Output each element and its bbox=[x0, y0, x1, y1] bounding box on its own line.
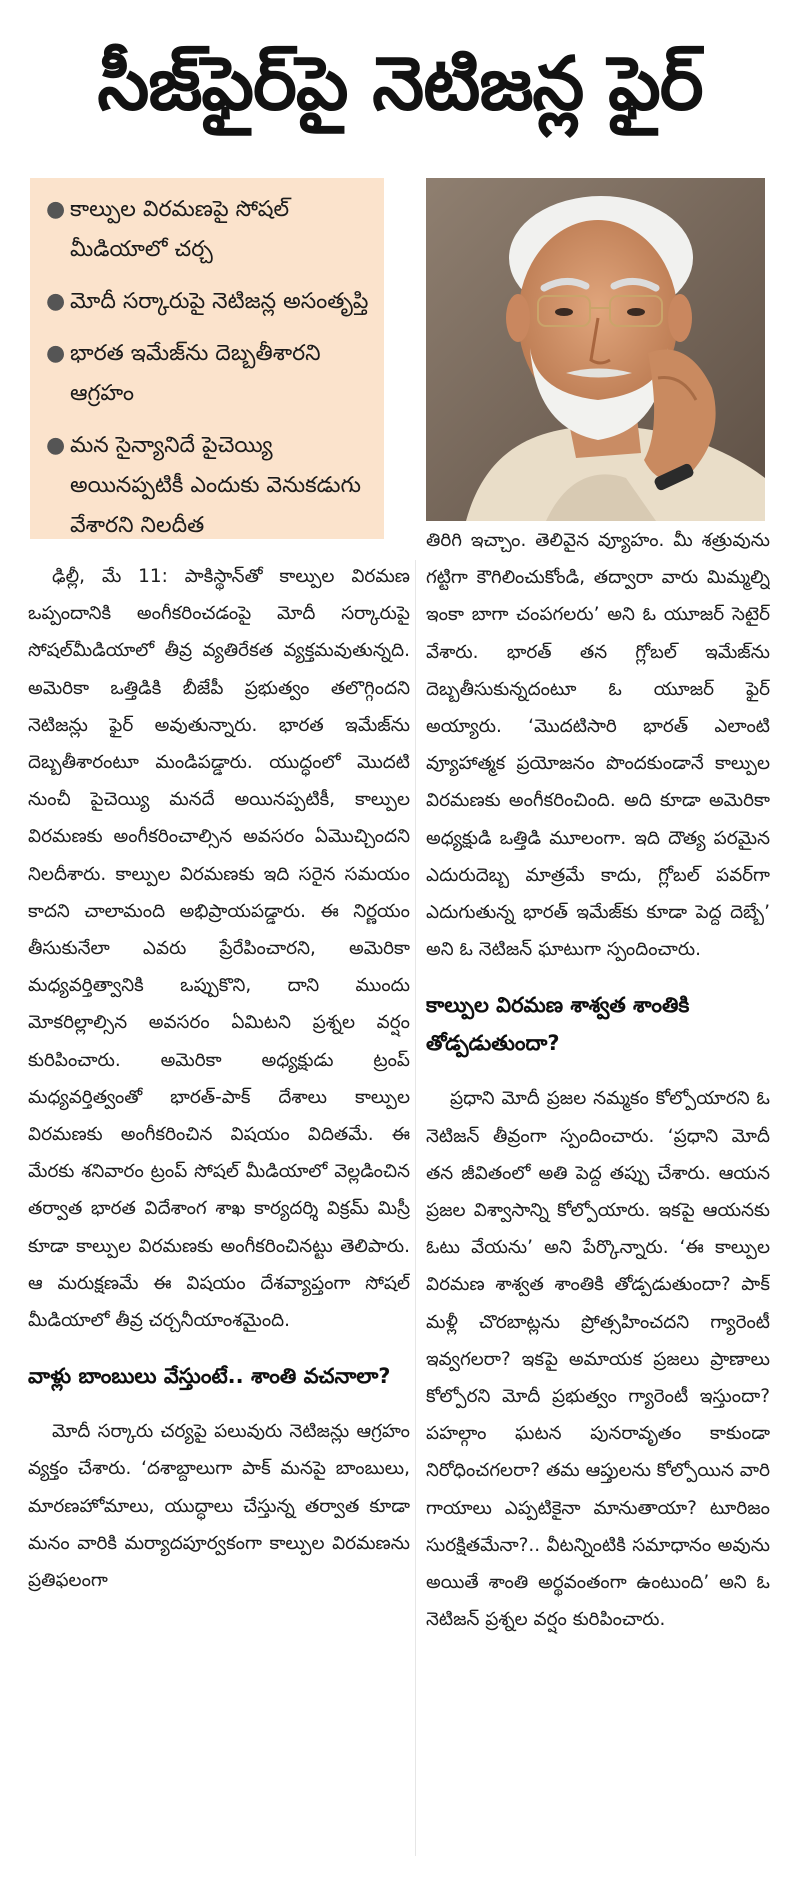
article-paragraph: ఢిల్లీ, మే 11: పాకిస్థాన్‌తో కాల్పుల విరమణ ఒప్పందానికి అంగీకరించడంపై మోదీ సర్కారుపై సోషల్‌మీడియాలో తీవ్ర వ్యతిరేకత వ్యక్తమవుతున్నది. అమెరికా ఒత్తిడికి బీజేపీ ప్రభుత్వం తలొగ్గిందని నెటిజన్లు ఫైర్ అవుతున్నారు. భారత ఇమేజ్‌ను దెబ్బతీశారంటూ మండిపడ్డారు. యుద్ధంలో మొదటి నుంచీ పైచెయ్యి మనదే అయినప్పటికీ, కాల్పుల విరమణకు అంగీకరించాల్సిన అవసరం ఏమొచ్చిందని నిలదీశారు. కాల్పుల విరమణకు ఇది సరైన సమయం కాదని చాలామంది అభిప్రాయపడ్డారు. ఈ నిర్ణయం తీసుకునేలా ఎవరు ప్రేరేపించారని, అమెరికా మధ్యవర్తిత్వానికి ఒప్పుకొని, దాని ముందు మోకరిల్లాల్సిన అవసరం ఏమిటని ప్రశ్నల వర్షం కురిపించారు. అమెరికా అధ్యక్షుడు ట్రంప్ మధ్యవర్తిత్వంతో భారత్-పాక్ దేశాలు కాల్పుల విరమణకు అంగీకరించిన విషయం విదితమే. ఈ మేరకు శనివారం ట్రంప్ సోషల్ మీడియాలో వెల్లడించిన తర్వాత భారత విదేశాంగ శాఖ కార్యదర్శి విక్రమ్ మిస్రీ కూడా కాల్పుల విరమణకు అంగీకరించినట్టు తెలిపారు. ఆ మరుక్షణమే ఈ విషయం దేశవ్యాప్తంగా సోషల్ మీడియాలో తీవ్ర చర్చనీయాంశమైంది. bbox=[28, 566, 410, 1332]
highlight-item bbox=[44, 190, 370, 270]
bullet-icon: ● bbox=[46, 341, 66, 366]
article-paragraph: తిరిగి ఇచ్చాం. తెలివైన వ్యూహం. మీ శత్రువును గట్టిగా కౌగిలించుకోండి, తద్వారా వారు మిమ్మల్ని ఇంకా బాగా చంపగలరు’ అని ఓ యూజర్ సెటైర్ వేశారు. భారత్ తన గ్లోబల్ ఇమేజ్‌ను దెబ్బతీసుకున్నదంటూ ఓ యూజర్ ఫైర్ అయ్యారు. ‘మొదటిసారి భారత్ ఎలాంటి వ్యూహాత్మక ప్రయోజనం పొందకుండానే కాల్పుల విరమణకు అంగీకరించింది. అది కూడా అమెరికా అధ్యక్షుడి ఒత్తిడి మూలంగా. ఇది దౌత్య పరమైన ఎదురుదెబ్బ మాత్రమే కాదు, గ్లోబల్ పవర్‌గా ఎదుగుతున్న భారత్ ఇమేజ్‌కు కూడా పెద్ద దెబ్బే’ అని ఓ నెటిజన్ ఘాటుగా స్పందించారు. bbox=[426, 530, 770, 961]
section-subheading: కాల్పుల విరమణ శాశ్వత శాంతికి తోడ్పడుతుందా? bbox=[426, 993, 690, 1056]
article-paragraph: ప్రధాని మోదీ ప్రజల నమ్మకం కోల్పోయారని ఓ నెటిజన్ తీవ్రంగా స్పందించారు. ‘ప్రధాని మోదీ తన జీవితంలో అతి పెద్ద తప్పు చేశారు. ఆయన ప్రజల విశ్వాసాన్ని కోల్పోయారు. ఇకపై ఆయనకు ఓటు వేయను’ అని పేర్కొన్నారు. ‘ఈ కాల్పుల విరమణ శాశ్వత శాంతికి తోడ్పడుతుందా? పాక్ మళ్లీ చొరబాట్లను ప్రోత్సహించదని గ్యారెంటీ ఇవ్వగలరా? ఇకపై అమాయక ప్రజలు ప్రాణాలు కోల్పోరని మోదీ ప్రభుత్వం గ్యారెంటీ ఇస్తుందా? పహల్గాం ఘటన పునరావృతం కాకుండా నిరోధించగలరా? తమ ఆప్తులను కోల్పోయిన వారి గాయాలు ఎప్పటికైనా మానుతాయా? టూరిజం సురక్షితమేనా?.. వీటన్నింటికి సమాధానం అవును అయితే శాంతి అర్థవంతంగా ఉంటుంది’ అని ఓ నెటిజన్ ప్రశ్నల వర్షం కురిపించారు. bbox=[426, 1088, 770, 1631]
highlight-text: మన సైన్యానిదే పైచెయ్యి అయినప్పటికీ ఎందుకు వెనుకడుగు వేశారని నిలదీత bbox=[70, 433, 361, 538]
bullet-icon: ● bbox=[46, 433, 66, 458]
highlight-text: కాల్పుల విరమణపై సోషల్ మీడియాలో చర్చ bbox=[70, 197, 290, 262]
highlights-box bbox=[30, 178, 384, 539]
highlight-item bbox=[44, 426, 370, 546]
bullet-icon: ● bbox=[46, 197, 66, 222]
column-divider bbox=[415, 560, 416, 1856]
highlight-text: భారత ఇమేజ్‌ను దెబ్బతీశారని ఆగ్రహం bbox=[70, 341, 321, 406]
highlight-text: మోదీ సర్కారుపై నెటిజన్ల అసంతృప్తి bbox=[70, 289, 369, 314]
section-subheading: వాళ్లు బాంబులు వేస్తుంటే.. శాంతి వచనాలా? bbox=[28, 1364, 391, 1389]
article-column-left bbox=[28, 558, 410, 1858]
bullet-icon: ● bbox=[46, 289, 66, 314]
headline: సీజ్‌ఫైర్‌పై నెటిజన్ల ఫైర్ bbox=[97, 41, 703, 127]
portrait-photo bbox=[426, 178, 765, 521]
highlight-item bbox=[44, 282, 370, 322]
article-column-right bbox=[426, 522, 770, 1862]
article-paragraph: మోదీ సర్కారు చర్యపై పలువురు నెటిజన్లు ఆగ్రహం వ్యక్తం చేశారు. ‘దశాబ్దాలుగా పాక్ మనపై బాంబులు, మారణహోమాలు, యుద్ధాలు చేస్తున్న తర్వాత కూడా మనం వారికి మర్యాదపూర్వకంగా కాల్పుల విరమణను ప్రతిఫలంగా bbox=[28, 1421, 410, 1592]
highlight-item bbox=[44, 334, 370, 414]
portrait-illustration bbox=[426, 178, 765, 521]
